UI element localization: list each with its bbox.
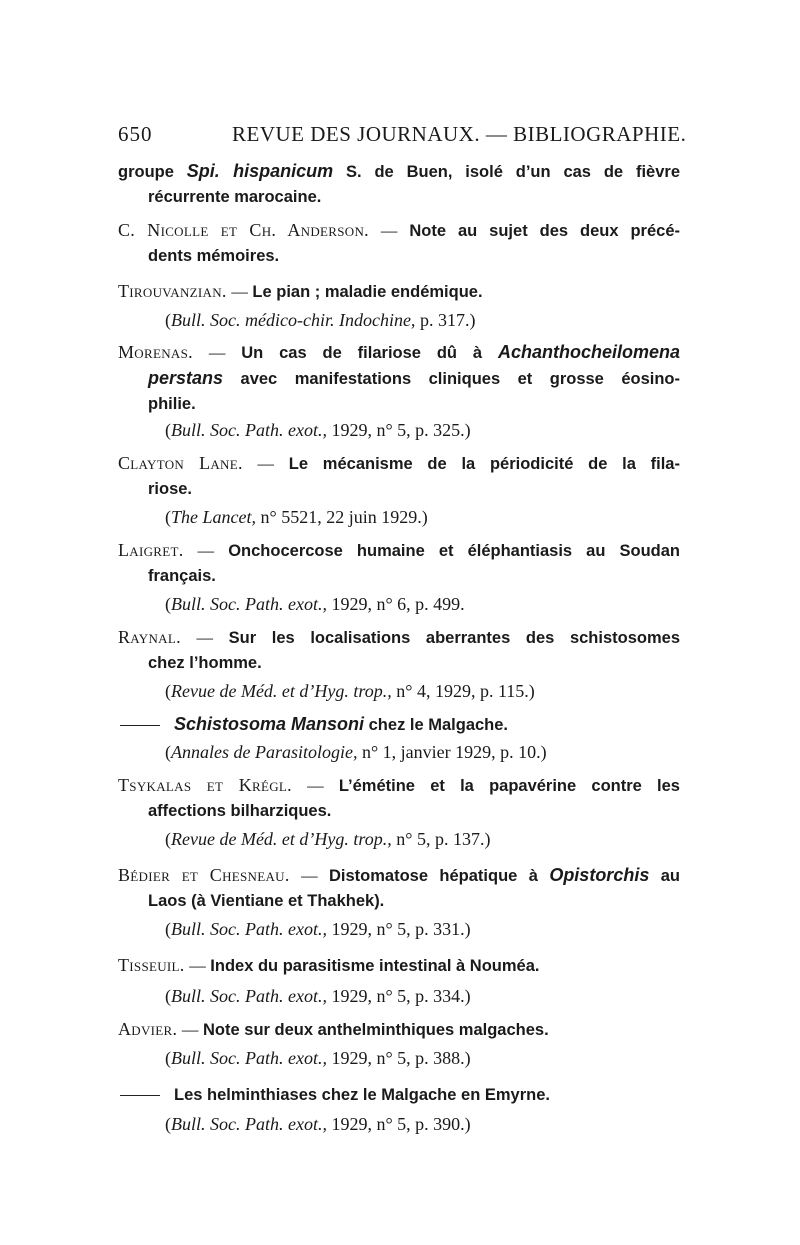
entry-heading-line: Tirouvanzian. — Le pian ; maladie endémique.	[118, 281, 483, 301]
entry-title: Onchocercose humaine et éléphantiasis au Soudan	[228, 542, 680, 560]
entry-author: Tsykalas et Krégl.	[118, 775, 292, 795]
entry-heading-line: Advier. — Note sur deux anthelminthiques malgaches.	[118, 1019, 549, 1039]
entry-title-continuation: chez l’homme.	[148, 654, 262, 672]
entry-title-continuation: affections bilharziques.	[148, 802, 332, 820]
entry-heading-line: Tsykalas et Krégl. — L’émétine et la papavérine contre les	[118, 775, 680, 795]
entry-source: (Bull. Soc. Path. exot., 1929, n° 5, p. 390.)	[165, 1114, 471, 1134]
species-name: Schistosoma Mansoni	[174, 714, 365, 734]
entry-heading-line: Bédier et Chesneau. — Distomatose hépatique à Opistorchis au	[118, 865, 680, 885]
entry-text-line: groupe Spi. hispanicum S. de Buen, isolé d’un cas de fièvre	[118, 161, 680, 181]
entry-heading-line: Tisseuil. — Index du parasitisme intestinal à Nouméa.	[118, 955, 540, 975]
entry-title: Note au sujet des deux précé-	[409, 222, 680, 240]
genus-name: Opistorchis	[549, 865, 650, 885]
running-title: REVUE DES JOURNAUX. — BIBLIOGRAPHIE.	[232, 122, 687, 146]
entry-heading-line: Clayton Lane. — Le mécanisme de la périodicité de la fila-	[118, 453, 680, 473]
entry-text-line: récurrente marocaine.	[148, 188, 322, 206]
entry-author: Clayton Lane.	[118, 453, 243, 473]
entry-source: (Annales de Parasitologie, n° 1, janvier 1929, p. 10.)	[165, 742, 547, 762]
entry-author: Tisseuil.	[118, 955, 185, 975]
entry-author: Tirouvanzian.	[118, 281, 227, 301]
species-name: perstans	[148, 368, 224, 388]
ditto-rule	[120, 1095, 160, 1096]
entry-title: Le mécanisme de la périodicité de la fila-	[288, 455, 680, 473]
entry-author: Laigret.	[118, 540, 184, 560]
species-name: Spi. hispanicum	[186, 161, 334, 181]
ditto-rule	[120, 725, 160, 726]
entry-source: (Bull. Soc. Path. exot., 1929, n° 5, p. 388.)	[165, 1048, 471, 1068]
entry-source: (Bull. Soc. Path. exot., 1929, n° 5, p. 334.)	[165, 986, 471, 1006]
entry-heading-line: Morenas. — Un cas de filariose dû à Achanthocheilomena	[118, 342, 681, 362]
entry-source: (Bull. Soc. Path. exot., 1929, n° 6, p. 499.	[165, 594, 465, 614]
running-head	[0, 118, 800, 150]
entry-title-continuation: riose.	[148, 480, 193, 498]
entry-title-continuation: français.	[148, 567, 216, 585]
entry-heading-line: Raynal. — Sur les localisations aberrantes des schistosomes	[118, 627, 680, 647]
entry-source: (Revue de Méd. et d’Hyg. trop., n° 4, 1929, p. 115.)	[165, 681, 535, 701]
entry-author: Morenas.	[118, 342, 193, 362]
entry-title: Le pian ; maladie endémique.	[252, 283, 483, 301]
entry-title: Sur les localisations aberrantes des schistosomes	[228, 629, 680, 647]
entry-source: (Bull. Soc. Path. exot., 1929, n° 5, p. 325.)	[165, 420, 471, 440]
entry-title-continuation: Laos (à Vientiane et Thakhek).	[148, 892, 385, 910]
entry-title-continuation: perstans avec manifestations cliniques et grosse éosino-	[148, 368, 680, 388]
entry-source: (Bull. Soc. médico-chir. Indochine, p. 317.)	[165, 310, 476, 330]
entry-title-continuation: philie.	[148, 395, 196, 413]
species-name: Achanthocheilomena	[497, 342, 681, 362]
entry-heading-line: Laigret. — Onchocercose humaine et éléphantiasis au Soudan	[118, 540, 680, 560]
entry-heading-line: C. Nicolle et Ch. Anderson. — Note au sujet des deux précé-	[118, 220, 680, 240]
entry-heading-line	[118, 1082, 680, 1108]
entry-title: L’émétine et la papavérine contre les	[338, 777, 680, 795]
page-number: 650	[118, 122, 153, 146]
entry-source: (Bull. Soc. Path. exot., 1929, n° 5, p. 331.)	[165, 919, 471, 939]
entry-source: (Revue de Méd. et d’Hyg. trop., n° 5, p. 137.)	[165, 829, 491, 849]
entry-title: Note sur deux anthelminthiques malgaches.	[203, 1021, 549, 1039]
entry-heading-line: Schistosoma Mansoni chez le Malgache.	[118, 711, 680, 738]
entry-source: (The Lancet, n° 5521, 22 juin 1929.)	[165, 507, 428, 527]
entry-title: Les helminthiases chez le Malgache en Emyrne.	[174, 1086, 550, 1104]
entry-author: C. Nicolle et Ch. Anderson.	[118, 220, 369, 240]
entry-author: Bédier et Chesneau.	[118, 865, 290, 885]
entry-author: Advier.	[118, 1019, 178, 1039]
entry-author: Raynal.	[118, 627, 181, 647]
entry-title: Index du parasitisme intestinal à Nouméa.	[210, 957, 540, 975]
entry-title-continuation: dents mémoires.	[148, 247, 280, 265]
